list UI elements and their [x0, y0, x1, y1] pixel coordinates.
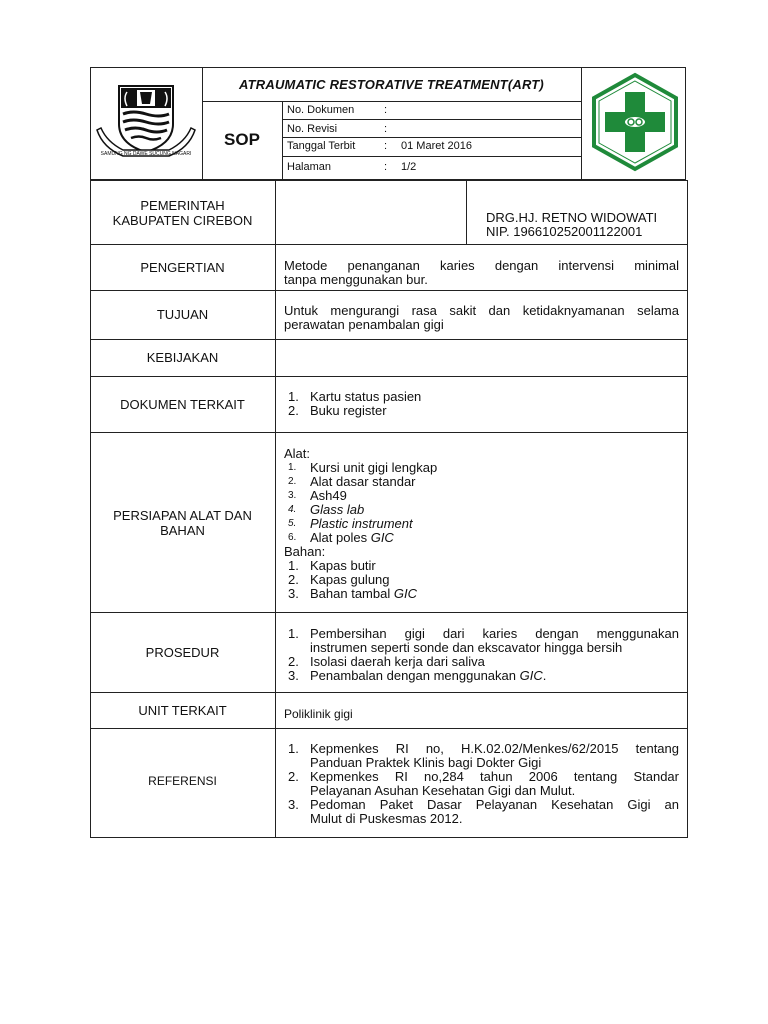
list-item: 2. Isolasi daerah kerja dari saliva: [288, 654, 485, 669]
referensi-2-line-1: Kepmenkes RI no,284 tahun 2006 tentang Standar: [310, 769, 679, 784]
kebijakan-label: KEBIJAKAN: [146, 350, 219, 365]
row-line: [90, 290, 688, 291]
row-line: [90, 728, 688, 729]
sop-divider: [282, 101, 283, 180]
tujuan-line-2: perawatan penambalan gigi: [284, 317, 444, 332]
list-item: 3. Pedoman Paket Dasar Pelayanan Kesehatan Gigi an Mulut di Puskesmas 2012.: [288, 797, 679, 826]
authority-line-1: PEMERINTAH: [140, 198, 225, 213]
referensi-label: REFERENSI: [148, 774, 217, 788]
list-item: 3. Bahan tambal GIC: [288, 586, 417, 601]
sop-label: SOP: [224, 130, 260, 149]
list-item: 1. Kapas butir: [288, 558, 376, 573]
pengertian-line-1: Metode penanganan karies dengan intervensi minimal: [284, 258, 679, 273]
meta-row-line: [282, 156, 581, 157]
list-item: 1. Kursi unit gigi lengkap: [288, 460, 438, 475]
meta-value-tanggal: 01 Maret 2016: [401, 140, 472, 152]
referensi-3-line-1: Pedoman Paket Dasar Pelayanan Kesehatan Gigi an: [310, 797, 679, 812]
signatory-nip: NIP. 196610252001122001: [486, 224, 643, 239]
list-item: 2. Buku register: [288, 403, 387, 418]
persiapan-label-2: BAHAN: [160, 523, 205, 538]
document-title: ATRAUMATIC RESTORATIVE TREATMENT(ART): [239, 77, 544, 92]
tujuan-text: [284, 304, 679, 332]
tujuan-line-1: Untuk mengurangi rasa sakit dan ketidaknyamanan selama: [284, 303, 679, 318]
row-line: [90, 612, 688, 613]
meta-row-line: [282, 137, 581, 138]
row-line: [90, 692, 688, 693]
list-item: 3. Penambalan dengan menggunakan GIC.: [288, 668, 547, 683]
alat-heading: Alat:: [284, 446, 311, 461]
list-item: 3. Ash49: [288, 488, 347, 503]
puskesmas-logo-icon: [585, 72, 685, 172]
authority-label: [90, 198, 275, 228]
signatory-name: DRG.HJ. RETNO WIDOWATI: [486, 210, 658, 225]
title-divider: [202, 101, 581, 102]
referensi-2-line-2: Pelayanan Asuhan Kesehatan Gigi dan Mulut.: [310, 783, 576, 798]
dokumen-list: [284, 390, 679, 418]
authority-line-2: KABUPATEN CIREBON: [112, 213, 253, 228]
list-item: 5. Plastic instrument: [288, 516, 413, 531]
pengertian-line-2: tanpa menggunakan bur.: [284, 272, 428, 287]
list-item: 1. Kepmenkes RI no, H.K.02.02/Menkes/62/2015 tentang Panduan Praktek Klinis bagi Dokter Gigi: [288, 741, 679, 770]
list-item: 2. Kepmenkes RI no,284 tahun 2006 tentang Standar Pelayanan Asuhan Kesehatan Gigi dan Mulut.: [288, 769, 679, 798]
referensi-3-line-2: Mulut di Puskesmas 2012.: [310, 811, 463, 826]
unit-label: UNIT TERKAIT: [138, 703, 227, 718]
prosedur-label: PROSEDUR: [145, 645, 220, 660]
meta-label-tanggal-terbit: Tanggal Terbit: [287, 140, 356, 152]
prosedur-list: [284, 627, 679, 683]
row-line: [90, 244, 688, 245]
meta-value-halaman: 1/2: [401, 161, 417, 173]
row-line: [90, 432, 688, 433]
meta-sep: :: [384, 161, 388, 173]
authority-divider: [466, 180, 467, 244]
header-divider-2: [581, 67, 582, 180]
persiapan-label: [90, 508, 275, 538]
meta-label-no-revisi: No. Revisi: [287, 123, 338, 135]
svg-text:SAMUNG NG DAWE SUCUNG NAGARI: SAMUNG NG DAWE SUCUNG NAGARI: [100, 151, 192, 157]
bahan-list: [284, 559, 679, 601]
label-column-divider: [275, 180, 276, 838]
list-item: 4. Glass lab: [288, 502, 365, 517]
referensi-1-line-2: Panduan Praktek Klinis bagi Dokter Gigi: [310, 755, 542, 770]
list-item: 1. Kartu status pasien: [288, 389, 422, 404]
list-item: 6. Alat poles GIC: [288, 530, 394, 545]
meta-sep: :: [384, 140, 388, 152]
persiapan-label-1: PERSIAPAN ALAT DAN: [113, 508, 252, 523]
persiapan-content: [284, 447, 679, 601]
list-item: 2. Alat dasar standar: [288, 474, 416, 489]
unit-value: Poliklinik gigi: [284, 707, 353, 721]
referensi-list: [284, 742, 679, 826]
cirebon-emblem-icon: [93, 78, 199, 170]
meta-sep: :: [384, 104, 388, 116]
list-item: 2. Kapas gulung: [288, 572, 390, 587]
bahan-heading: Bahan:: [284, 544, 326, 559]
alat-list: [284, 461, 679, 545]
meta-sep: :: [384, 123, 388, 135]
meta-label-halaman: Halaman: [287, 161, 332, 173]
pengertian-text: [284, 259, 679, 287]
row-line: [90, 339, 688, 340]
signatory: [486, 211, 657, 239]
dokumen-label: DOKUMEN TERKAIT: [120, 397, 245, 412]
tujuan-label: TUJUAN: [156, 307, 209, 322]
referensi-1-line-1: Kepmenkes RI no, H.K.02.02/Menkes/62/2015 tentang: [310, 741, 679, 756]
meta-label-no-dokumen: No. Dokumen: [287, 104, 355, 116]
row-line: [90, 376, 688, 377]
prosedur-1-line-1: Pembersihan gigi dari karies dengan menggunakan: [310, 626, 679, 641]
prosedur-1-line-2: instrumen seperti sonde dan ekscavator hingga bersih: [310, 640, 623, 655]
meta-row-line: [282, 119, 581, 120]
pengertian-label: PENGERTIAN: [140, 260, 225, 275]
list-item: 1. Pembersihan gigi dari karies dengan menggunakan instrumen seperti sonde dan ekscavator hingga bersih: [288, 626, 679, 655]
